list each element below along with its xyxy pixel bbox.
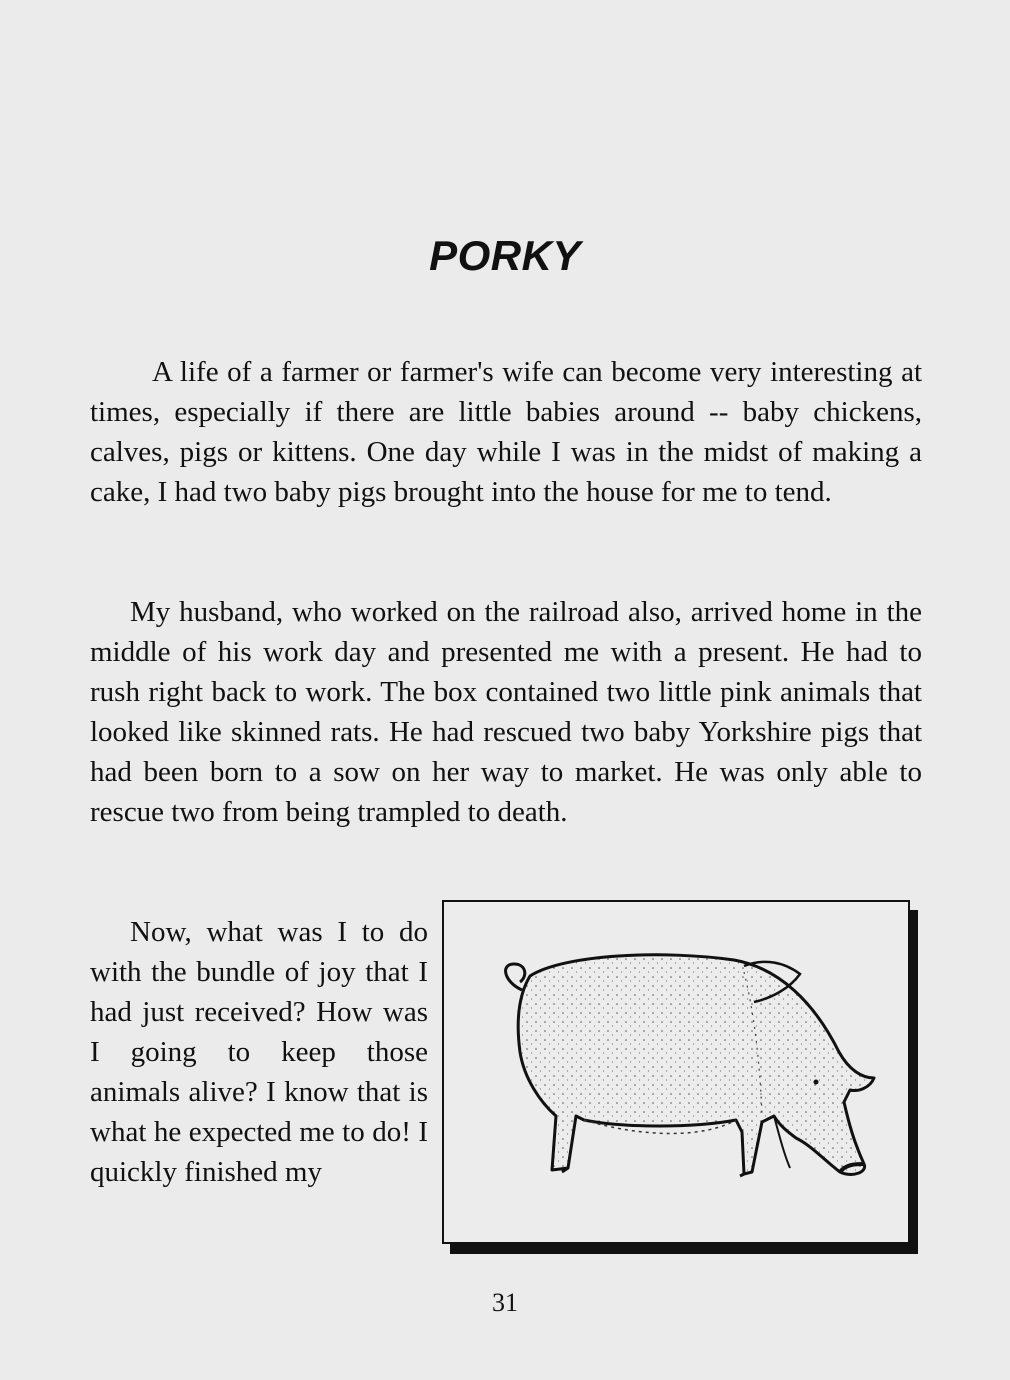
- paragraph-2: My husband, who worked on the railroad also, arrived home in the middle of his work day and presented me with a present. He had to rush right back to work. The box contained two little pink animals that looked like skinned rats. He had rescued two baby Yorkshire pigs that had been born to a sow on her way to market. He was only able to rescue two from being trampled to death.: [90, 596, 922, 828]
- paragraph-1: A life of a farmer or farmer's wife can become very interesting at times, especially if there are little babies around -- baby chickens, calves, pigs or kittens. One day while I was in the midst of making a cake, I had two baby pigs brought into the house for me to tend.: [90, 356, 922, 508]
- pig-illustration-frame: [442, 900, 910, 1244]
- pig-illustration-icon: [444, 902, 908, 1242]
- page-title: PORKY: [429, 232, 581, 279]
- paragraph-3: Now, what was I to do with the bundle of joy that I had just received? How was I going to keep those animals alive? I know that is what he expected me to do! I quickly finished my: [90, 916, 428, 1188]
- page-number: 31: [492, 1288, 518, 1317]
